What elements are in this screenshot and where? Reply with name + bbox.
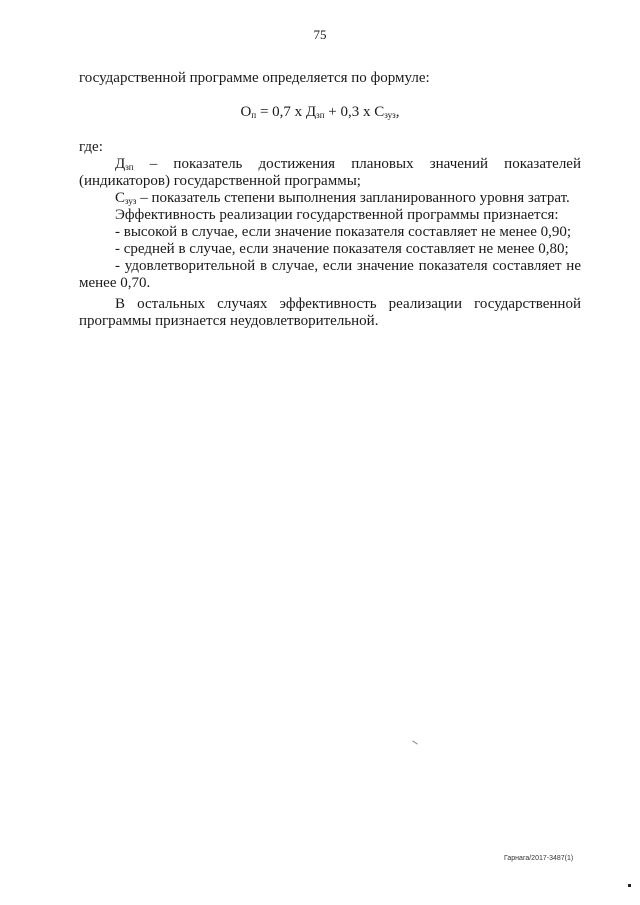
intro-paragraph [79,70,581,87]
definition-1-line1 [79,156,581,173]
effectiveness-item-high: - высокой в случае, если значение показателя составляет не менее 0,90; [115,224,572,240]
definition-1-symbol-sub: зп [125,162,134,172]
definition-2-text: – показатель степени выполнения запланированного уровня затрат. [136,190,570,206]
formula-sub1: зп [316,110,325,120]
page-number: 75 [313,27,327,42]
effectiveness-item-satisfactory: - удовлетворительной в случае, если значение показателя составляет не [115,258,581,274]
formula-lhs: О [240,104,252,120]
effectiveness-item-satisfactory-cont: менее 0,70. [79,275,151,291]
formula-op2: + 0,3 х С [324,104,385,120]
definition-2-line1 [79,190,581,207]
definition-1-symbol: Д [115,156,126,172]
closing-line1: В остальных случаях эффективность реализации государственной [115,296,581,312]
scan-speck [628,884,631,887]
scan-speck [412,740,417,744]
definition-2-symbol-sub: зуз [125,196,137,206]
intro-line: государственной программе определяется по формуле: [79,70,430,86]
effectiveness-item-medium: - средней в случае, если значение показателя составляет не менее 0,80; [115,241,569,257]
where-label: где: [79,139,103,155]
definition-1-line2: (индикаторов) государственной программы; [79,173,361,189]
effectiveness-intro: Эффективность реализации государственной программы признается: [115,207,559,223]
formula-tail: , [395,104,400,120]
formula-op1: = 0,7 х Д [256,104,317,120]
formula [0,104,640,121]
definition-1-text: – показатель достижения плановых значений показателей [133,156,581,172]
formula-lhs-sub: п [251,110,257,120]
footer-document-code: Гарнага/2017-3487(1) [504,855,574,862]
closing-line2: программы признается неудовлетворительной. [79,313,379,329]
definition-2-symbol: С [115,190,126,206]
formula-sub2: зуз [384,110,396,120]
definitions-block [79,139,581,330]
